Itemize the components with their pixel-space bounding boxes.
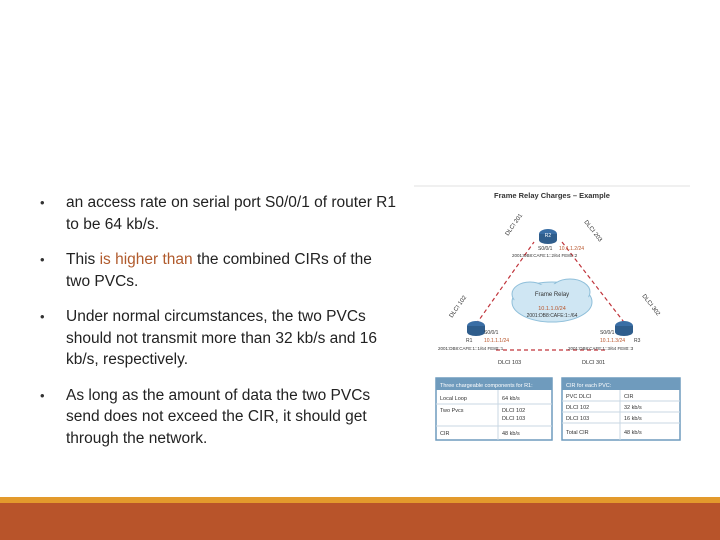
bullet-dot: • bbox=[40, 252, 45, 267]
bullet-text: As long as the amount of data the two PVCs send does not exceed the CIR, it should get through the network. bbox=[66, 386, 371, 447]
figure-title: Frame Relay Charges – Example bbox=[494, 191, 610, 200]
bullet-text: Under normal circumstances, the two PVCs should not transmit more than 32 kb/s and 16 kb/s, respectively. bbox=[66, 308, 378, 368]
bullet-text: This bbox=[66, 251, 100, 268]
table-cell: 48 kb/s bbox=[502, 431, 520, 437]
bullet-list bbox=[40, 192, 400, 463]
dlci-label: DLCI 302 bbox=[640, 293, 661, 318]
router-iface: S0/0/1 bbox=[600, 330, 615, 336]
bullet-item bbox=[40, 306, 400, 371]
router-name: R1 bbox=[466, 338, 473, 344]
bullet-item bbox=[40, 385, 400, 450]
router-ip: 10.1.1.3/24 bbox=[600, 338, 626, 344]
table-col-header: CIR bbox=[624, 394, 634, 400]
router-ipv6: 2001:DB8:CAFE:1::1/64 FE80::1 bbox=[438, 346, 504, 351]
router-ip: 10.1.1.1/24 bbox=[484, 338, 510, 344]
router-iface: S0/0/1 bbox=[538, 246, 553, 252]
bullet-dot: • bbox=[40, 309, 45, 324]
router-ipv6: 2001:DB8:CAFE:1::3/64 FE80::3 bbox=[568, 346, 634, 351]
footer-bar bbox=[0, 503, 720, 540]
router-name: R2 bbox=[544, 233, 552, 239]
bullet-text: the combined CIRs of the two PVCs. bbox=[66, 251, 372, 290]
bullet-dot: • bbox=[40, 387, 45, 403]
router-icon bbox=[467, 321, 485, 336]
cloud-net: 10.1.1.0/24 bbox=[538, 306, 566, 312]
highlighted-text: is higher than bbox=[99, 251, 193, 268]
table-right-header: CIR for each PVC: bbox=[566, 383, 612, 389]
router-iface: S0/0/1 bbox=[484, 330, 499, 336]
dlci-label: DLCI 103 bbox=[498, 360, 522, 366]
table-cell: DLCI 103 bbox=[502, 416, 526, 422]
router-name: R3 bbox=[634, 338, 641, 344]
cloud-net6: 2001:DB8:CAFE:1::/64 bbox=[526, 313, 578, 319]
table-cell: Total CIR bbox=[566, 430, 589, 436]
dlci-label: DLCI 301 bbox=[582, 360, 606, 366]
table-cell: Two Pvcs bbox=[440, 408, 464, 414]
bullet-dot: • bbox=[40, 195, 45, 210]
table-col-header: PVC DLCI bbox=[566, 394, 592, 400]
bullet-item bbox=[40, 192, 400, 235]
table-cell: CIR bbox=[440, 431, 450, 437]
bullet-item bbox=[40, 249, 400, 292]
frame-relay-figure bbox=[412, 184, 692, 446]
dlci-label: DLCI 201 bbox=[504, 212, 525, 238]
table-cell: 16 kb/s bbox=[624, 416, 642, 422]
table-cell: DLCI 103 bbox=[566, 416, 590, 422]
router-ip: 10.1.1.2/24 bbox=[559, 246, 585, 252]
router-ipv6: 2001:DB8:CAFE:1::2/64 FE80::2 bbox=[512, 253, 578, 258]
dlci-label: DLCI 102 bbox=[448, 294, 469, 320]
table-left-header: Three chargeable components for R1: bbox=[440, 383, 533, 389]
table-cell: DLCI 102 bbox=[566, 405, 590, 411]
table-cell: DLCI 102 bbox=[502, 408, 526, 414]
dlci-label: DLCI 203 bbox=[582, 219, 603, 244]
frame-relay-diagram bbox=[412, 184, 692, 446]
bullet-text: an access rate on serial port S0/0/1 of router R1 to be 64 kb/s. bbox=[66, 194, 396, 233]
table-cell: 64 kb/s bbox=[502, 396, 520, 402]
cloud-label: Frame Relay bbox=[534, 292, 570, 298]
table-cell: 48 kb/s bbox=[624, 430, 642, 436]
router-icon bbox=[615, 321, 633, 336]
table-cell: Local Loop bbox=[440, 396, 467, 402]
table-cell: 32 kb/s bbox=[624, 405, 642, 411]
